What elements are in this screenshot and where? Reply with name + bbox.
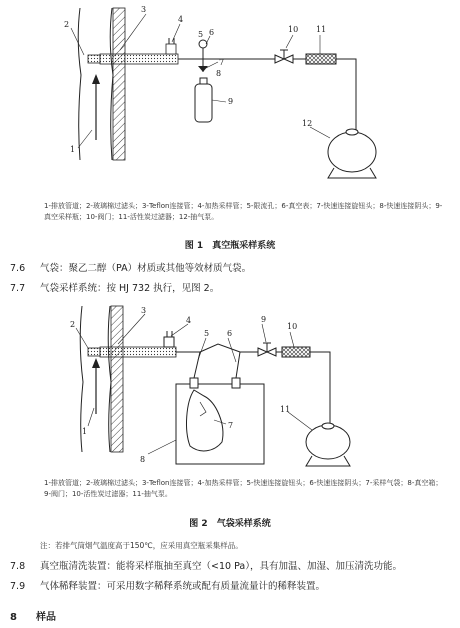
figure-1-diagram — [0, 0, 460, 200]
label-4: 4 — [178, 15, 184, 24]
carbon-filter — [282, 347, 310, 357]
label-10: 10 — [288, 25, 299, 34]
para-7-6: 7.6 气袋：聚乙二醇（PA）材质或其他等效材质气袋。 — [10, 263, 252, 274]
label-8: 8 — [216, 69, 222, 78]
vacuum-gauge — [199, 40, 207, 48]
label-6: 6 — [209, 28, 215, 37]
glass-wool-filter — [88, 348, 100, 356]
section-8-heading: 8 样品 — [10, 612, 56, 623]
label-2: 2 — [64, 20, 70, 29]
figure-2-title: 图 2 气袋采样系统 — [189, 519, 271, 529]
label-9: 9 — [228, 97, 234, 106]
glass-wool-filter — [88, 55, 100, 63]
para-7-9: 7.9 气体稀释装置：可采用数字稀释系统或配有质量流量计的稀释装置。 — [10, 581, 326, 592]
flow-arrow — [92, 74, 100, 84]
label-11: 11 — [280, 405, 291, 414]
label-1: 1 — [70, 145, 76, 154]
stack-wall — [113, 8, 125, 160]
carbon-filter — [306, 54, 336, 64]
label-1: 1 — [82, 427, 88, 436]
label-10: 10 — [287, 322, 298, 331]
para-7-7: 7.7 气袋采样系统：按 HJ 732 执行，见图 2。 — [10, 283, 220, 294]
label-8: 8 — [140, 455, 146, 464]
label-3: 3 — [141, 306, 147, 315]
valve — [258, 348, 267, 356]
duct-left-wall — [78, 8, 81, 160]
heated-sampling-pipe — [100, 54, 178, 64]
label-3: 3 — [141, 5, 147, 14]
label-12: 12 — [302, 119, 313, 128]
label-2: 2 — [70, 320, 76, 329]
figure-1-title: 图 1 真空瓶采样系统 — [184, 241, 276, 251]
air-pump — [328, 132, 376, 172]
air-pump — [306, 425, 350, 459]
para-7-8: 7.8 真空瓶清洗装置：能将采样瓶抽至真空（<10 Pa），具有加温、加湿、加压清洗功能。 — [10, 561, 402, 572]
heated-sampling-pipe — [100, 347, 176, 357]
flow-arrow — [92, 358, 100, 368]
valve — [275, 55, 284, 63]
figure-1-caption: 1-排放管道；2-玻璃棉过滤头；3-Teflon连接管；4-加热采样管；5-限流孔；6-真空表；7-快速连接旋钮头；8-快速连接阴头；9-真空采样瓶；10-阀门；11-活性炭过滤器；12-抽气泵。 — [44, 202, 443, 221]
note: 注：若排气筒烟气温度高于150℃，应采用真空瓶采集样品。 — [40, 541, 243, 550]
label-5: 5 — [198, 30, 204, 39]
figure-2-diagram — [0, 302, 460, 474]
duct-wall-edge — [110, 8, 113, 160]
label-6: 6 — [227, 329, 233, 338]
label-7: 7 — [219, 58, 225, 67]
label-11: 11 — [316, 25, 327, 34]
stack-wall — [111, 306, 123, 452]
label-9: 9 — [261, 315, 267, 324]
label-7: 7 — [228, 421, 234, 430]
vacuum-bottle — [195, 84, 212, 122]
label-5: 5 — [204, 329, 210, 338]
figure-2-caption: 1-排放管道；2-玻璃棉过滤头；3-Teflon连接管；4-加热采样管；5-快速连接旋钮头；6-快速连接阴头；7-采样气袋；8-真空箱；9-阀门；10-活性炭过滤器；11-抽气泵。 — [44, 479, 443, 498]
label-4: 4 — [186, 316, 192, 325]
